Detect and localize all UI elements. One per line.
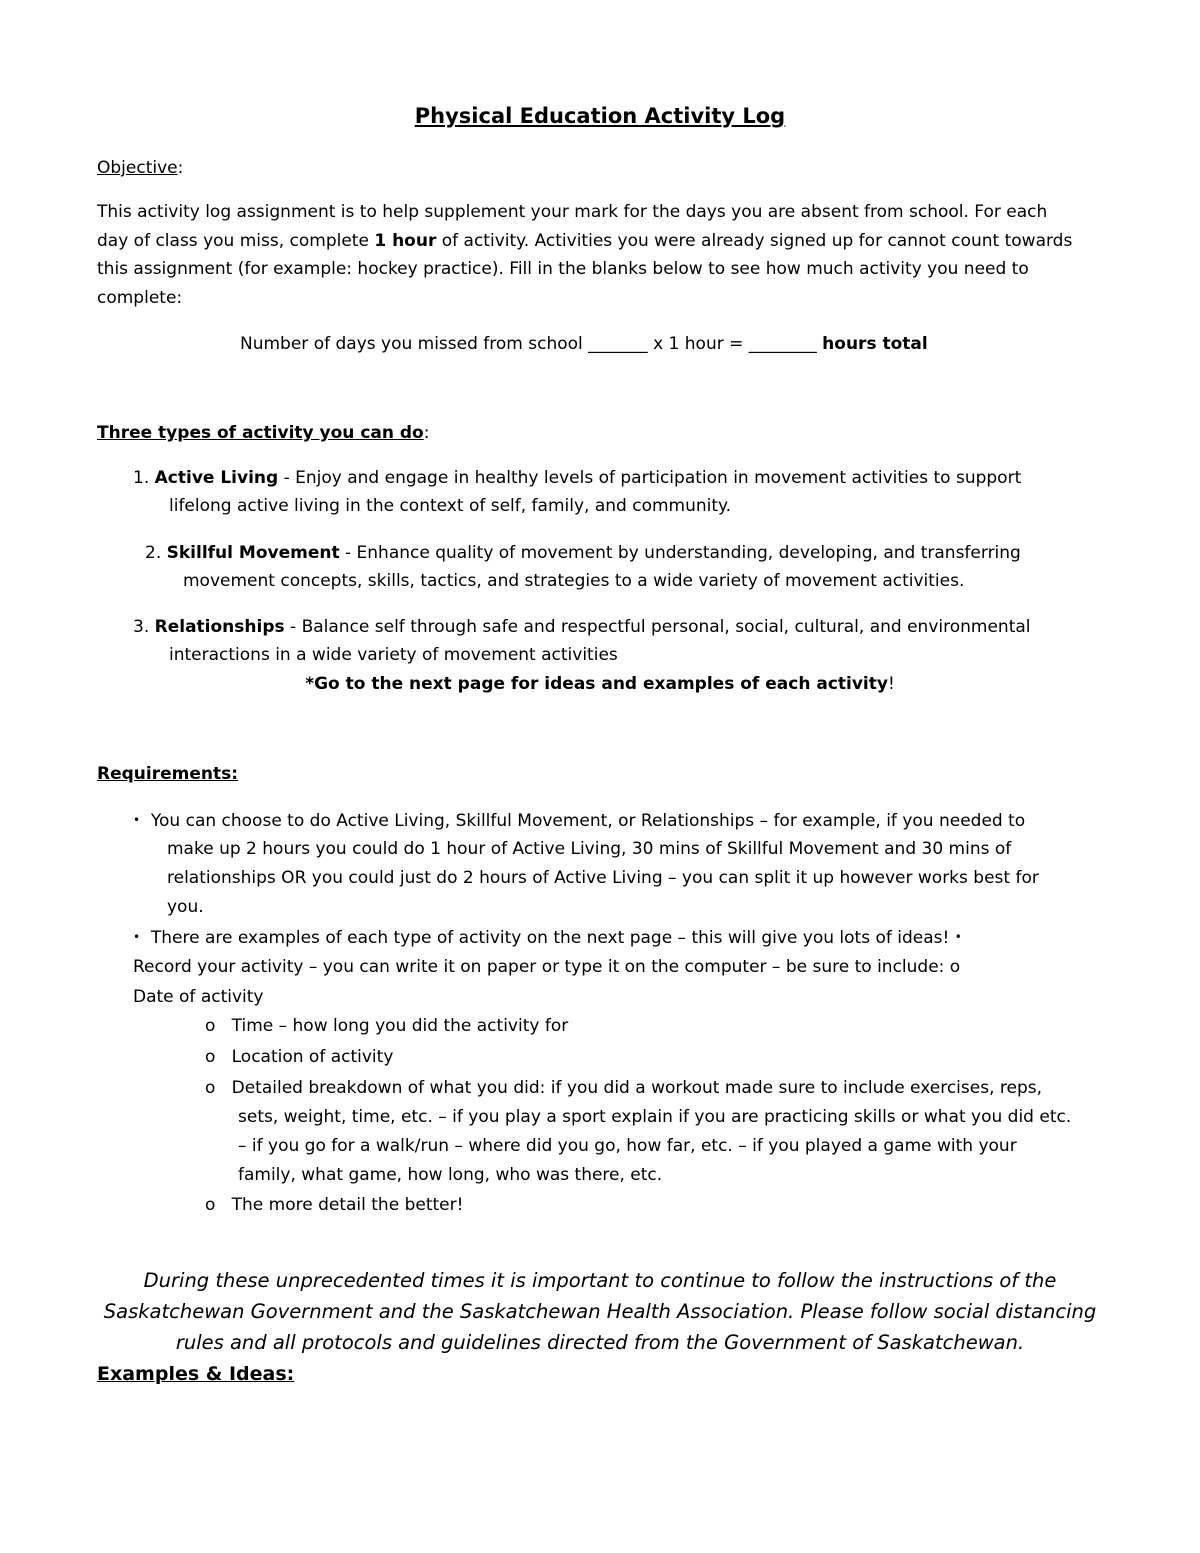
objective-line-2 [97, 229, 1072, 253]
record-activity-line: Record your activity – you can write it on paper or type it on the computer – be sure to include: o [133, 957, 961, 977]
type-3-name: Relationships [154, 617, 285, 637]
hours-total-label: hours total [822, 334, 928, 354]
requirement-1-line-4: you. [167, 897, 204, 917]
next-page-note-text: *Go to the next page for ideas and examples of each activity [305, 674, 888, 694]
type-1-desc: - Enjoy and engage in healthy levels of participation in movement activities to support [278, 468, 1022, 488]
more-detail-text: The more detail the better! [231, 1195, 464, 1215]
closing-line-1: During these unprecedented times it is important to continue to follow the instructions of the [143, 1269, 1057, 1292]
sub-item-more [205, 1193, 463, 1217]
closing-line-2: Saskatchewan Government and the Saskatchewan Health Association. Please follow social distancing [103, 1300, 1097, 1323]
examples-heading: Examples & Ideas: [97, 1363, 295, 1385]
requirement-1-line-2: make up 2 hours you could do 1 hour of Active Living, 30 mins of Skillful Movement and 30 mins of [167, 839, 1012, 859]
type-3-desc-cont: interactions in a wide variety of movement activities [169, 645, 618, 665]
type-2-desc: - Enhance quality of movement by understanding, developing, and transferring [339, 543, 1021, 563]
bullet-marker: • [954, 930, 962, 944]
hours-formula-text: Number of days you missed from school _______ x 1 hour = ________ [240, 334, 823, 354]
sub-item-location [205, 1045, 393, 1069]
detail-line-2: sets, weight, time, etc. – if you play a sport explain if you are practicing skills or what you did etc. [238, 1107, 1072, 1127]
types-heading: Three types of activity you can do [97, 423, 424, 443]
sub-item-detail [205, 1076, 1042, 1100]
objective-heading-line [97, 156, 183, 180]
type-item-1 [133, 466, 1021, 490]
detail-line-3: – if you go for a walk/run – where did you go, how far, etc. – if you played a game with your [238, 1136, 1017, 1156]
type-item-3 [133, 615, 1031, 639]
type-2-number: 2. [145, 543, 167, 563]
objective-line-1: This activity log assignment is to help supplement your mark for the days you are absent from school. For each [97, 202, 1048, 222]
objective-line-3: this assignment (for example: hockey practice). Fill in the blanks below to see how much activity you need to [97, 259, 1029, 279]
objective-colon: : [177, 158, 184, 178]
type-1-name: Active Living [154, 468, 279, 488]
page-title: Physical Education Activity Log [414, 104, 786, 128]
requirement-1-line-3: relationships OR you could just do 2 hours of Active Living – you can split it up however works best for [167, 868, 1039, 888]
one-hour-emphasis: 1 hour [374, 231, 437, 251]
requirement-2-text: There are examples of each type of activity on the next page – this will give you lots of ideas! [150, 928, 955, 948]
next-page-note-exclaim: ! [887, 674, 895, 694]
sub-marker: o [205, 1016, 216, 1036]
sub-marker: o [205, 1195, 216, 1215]
type-1-number: 1. [133, 468, 155, 488]
location-text: Location of activity [231, 1047, 394, 1067]
bullet-marker: • [133, 930, 141, 944]
requirement-bullet-2 [133, 925, 962, 950]
type-2-desc-cont: movement concepts, skills, tactics, and strategies to a wide variety of movement activities. [183, 571, 965, 591]
bullet-marker: • [133, 813, 141, 827]
requirements-heading: Requirements: [97, 764, 239, 784]
type-item-2 [145, 541, 1021, 565]
next-page-note [0, 672, 1200, 696]
type-1-desc-cont: lifelong active living in the context of self, family, and community. [169, 496, 732, 516]
hours-formula [240, 332, 928, 356]
detail-line-1: Detailed breakdown of what you did: if you did a workout made sure to include exercises, reps, [231, 1078, 1043, 1098]
types-heading-line [97, 421, 429, 445]
closing-line-3: rules and all protocols and guidelines directed from the Government of Saskatchewan. [175, 1331, 1025, 1354]
type-3-desc: - Balance self through safe and respectful personal, social, cultural, and environmental [284, 617, 1031, 637]
types-colon: : [423, 423, 430, 443]
objective-line-2c: of activity. Activities you were already signed up for cannot count towards [436, 231, 1073, 251]
requirement-bullet-1 [133, 808, 1025, 833]
requirement-1-line-1: You can choose to do Active Living, Skillful Movement, or Relationships – for example, if you needed to [150, 811, 1026, 831]
detail-line-4: family, what game, how long, who was there, etc. [238, 1165, 663, 1185]
sub-item-time [205, 1014, 568, 1038]
type-3-number: 3. [133, 617, 155, 637]
type-2-name: Skillful Movement [166, 543, 340, 563]
sub-marker: o [205, 1078, 216, 1098]
objective-heading: Objective [97, 158, 178, 178]
objective-line-2a: day of class you miss, complete [97, 231, 375, 251]
sub-marker: o [205, 1047, 216, 1067]
date-of-activity: Date of activity [133, 987, 264, 1007]
objective-line-4: complete: [97, 288, 183, 308]
time-text: Time – how long you did the activity for [231, 1016, 569, 1036]
